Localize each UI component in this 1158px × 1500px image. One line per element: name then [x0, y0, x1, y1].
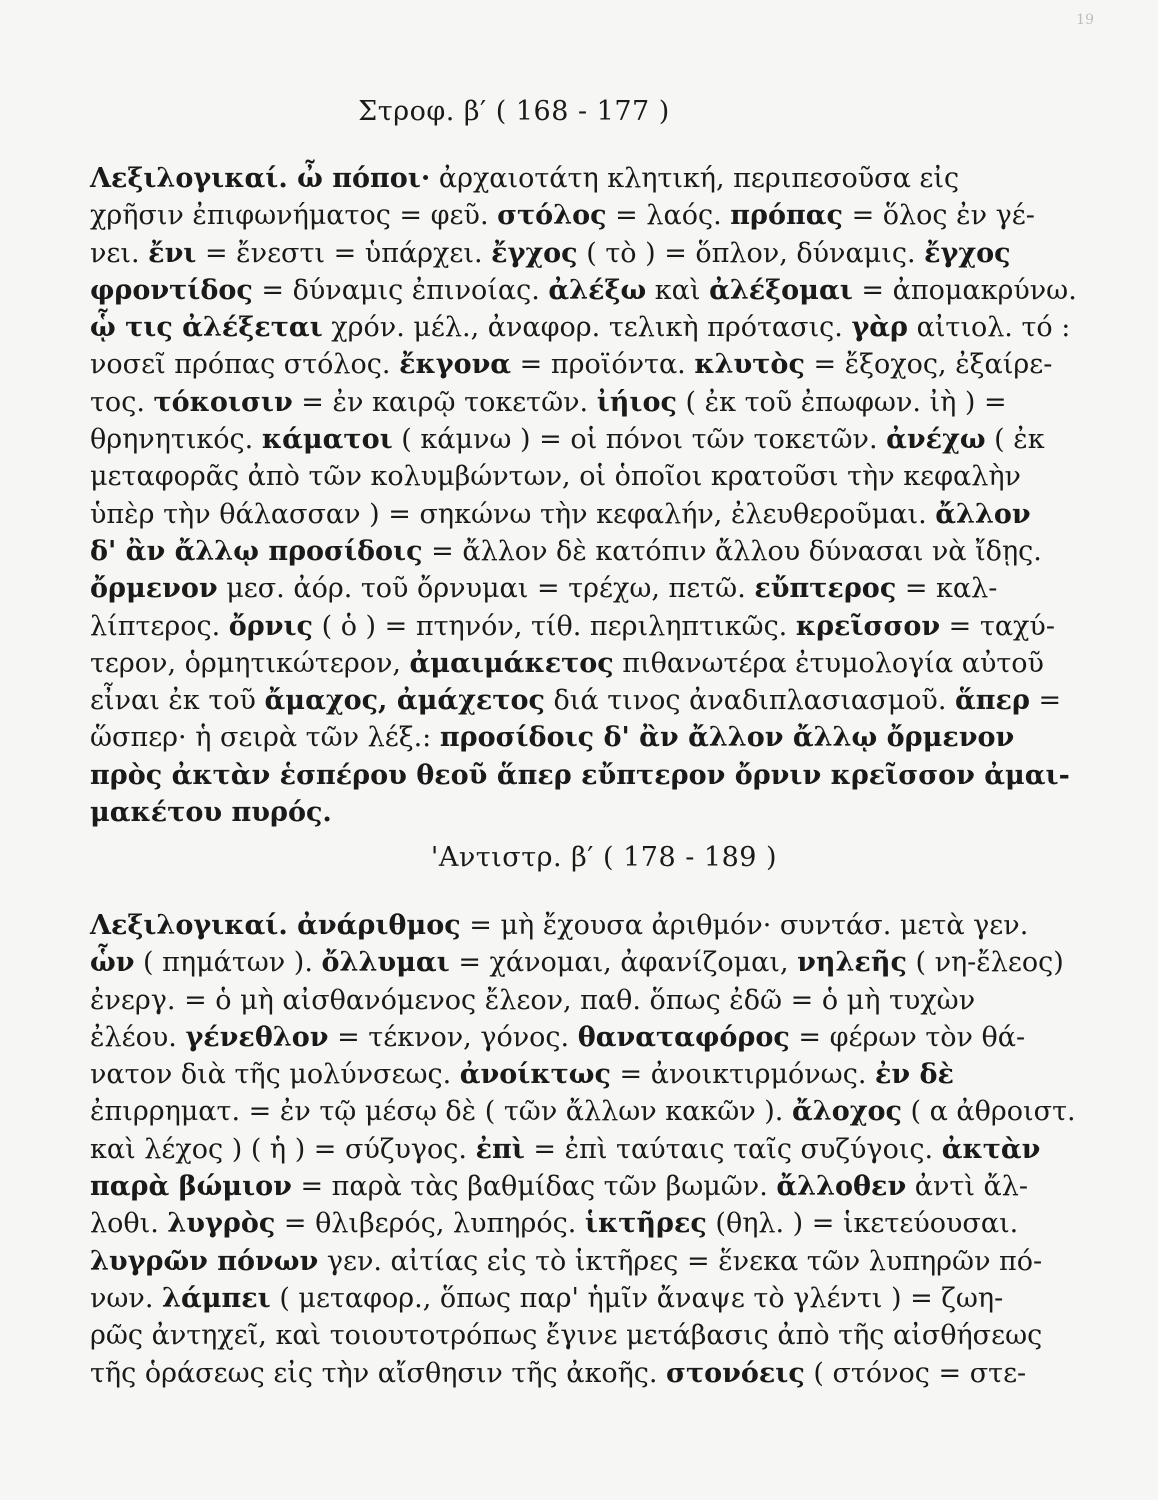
headword: ᾧ τις ἀλέξεται: [90, 312, 323, 344]
definition-text: μεσ. ἀόρ. τοῦ ὄρνυμαι = τρέχω, πετῶ.: [217, 573, 755, 605]
headword: νηλεῆς: [797, 947, 907, 979]
definition-text: τος.: [90, 386, 154, 418]
headword: πρὸς ἀκτὰν ἑσπέρου θεοῦ ἅπερ εὔπτερον ὄρνιν κρεῖσσον ἀμαι-: [90, 759, 1070, 791]
page-corner-mark: 19: [1076, 12, 1094, 28]
definition-text: πιθανωτέρα ἐτυμολογία αὐτοῦ: [613, 647, 1044, 679]
definition-text: = φέρων τὸν θά-: [789, 1021, 1026, 1053]
headword: ἅπερ: [954, 685, 1030, 717]
headword: παρὰ βώμιον: [90, 1171, 292, 1203]
definition-text: διά τινος ἀναδιπλασιασμοῦ.: [544, 685, 955, 717]
text-line: [90, 944, 1064, 981]
headword: λυγρὸς: [167, 1208, 276, 1240]
text-line: [90, 533, 1042, 570]
headword: Λεξιλογικαί. ἀνάριθμος: [90, 910, 461, 941]
section-heading-antistrophe: 'Αντιστρ. β′ ( 178 - 189 ): [430, 842, 778, 873]
definition-text: μεταφορᾶς ἀπὸ τῶν κολυμβώντων, οἱ ὁποῖοι κρατοῦσι τὴν κεφαλὴν: [90, 461, 1021, 493]
text-line: [90, 682, 1062, 719]
definition-text: ὥσπερ· ἡ σειρὰ τῶν λέξ.:: [90, 722, 440, 754]
definition-text: (θηλ. ) = ἱκετεύουσαι.: [706, 1208, 1019, 1240]
headword: εὔπτερος: [754, 573, 897, 605]
definition-text: καὶ λέχος ) ( ἡ ) = σύζυγος.: [90, 1133, 476, 1165]
text-line: [90, 1355, 1027, 1392]
text-line: [90, 608, 1055, 645]
definition-text: νοσεῖ πρόπας στόλος.: [90, 349, 400, 381]
definition-text: τῆς ὁράσεως εἰς τὴν αἴσθησιν τῆς ἀκοῆς.: [90, 1357, 667, 1389]
text-line: [90, 496, 1031, 533]
headword: τόκοισιν: [153, 386, 293, 418]
headword: ἀλέξομαι: [709, 274, 853, 306]
text-line: [90, 421, 1045, 458]
headword: ἄλοχος: [791, 1096, 902, 1128]
text-line: [90, 1280, 1004, 1317]
definition-text: νατον διὰ τῆς μολύνσεως.: [90, 1059, 460, 1091]
definition-text: = ἐν καιρῷ τοκετῶν.: [292, 386, 597, 418]
headword: προσίδοις δ' ἂν ἄλλον ἄλλῳ ὄρμενον: [439, 722, 1015, 754]
text-line: [90, 719, 1015, 756]
headword: κρεῖσσον: [795, 610, 941, 642]
headword: ἀνέχω: [886, 424, 986, 456]
definition-text: χρόν. μέλ., ἀναφορ. τελικὴ πρότασις.: [322, 312, 852, 344]
headword: ἔκγονα: [399, 349, 512, 381]
text-line: [90, 757, 1070, 794]
definition-text: ( ἐκ: [985, 424, 1045, 456]
definition-text: = καλ-: [896, 573, 998, 605]
definition-text: ( ὁ ) = πτηνόν, τίθ. περιληπτικῶς.: [313, 610, 796, 642]
definition-text: = δύναμις ἐπινοίας.: [252, 274, 549, 306]
headword: στονόεις: [666, 1357, 805, 1389]
glossary-paragraph-strophe: [90, 160, 1077, 831]
text-line: [90, 1131, 1041, 1168]
text-line: [90, 197, 1035, 234]
definition-text: ( κάμνω ) = οἱ πόνοι τῶν τοκετῶν.: [392, 424, 887, 456]
text-line: [90, 272, 1077, 309]
text-line: [90, 309, 1071, 346]
definition-text: ἀρχαιοτάτη κλητική, περιπεσοῦσα εἰς: [430, 163, 960, 194]
headword: ἔγχος: [491, 237, 578, 269]
definition-text: αἰτιολ. τό :: [908, 312, 1071, 344]
headword: ὄλλυμαι: [321, 947, 450, 979]
headword: ἄλλοθεν: [776, 1171, 907, 1203]
headword: ἰήιος: [596, 386, 677, 418]
text-line: [90, 1019, 1026, 1056]
text-line: [90, 346, 1053, 383]
text-line: [90, 794, 970, 831]
definition-text: ( τὸ ) = ὅπλον, δύναμις.: [577, 237, 925, 269]
text-line: [90, 1205, 1019, 1242]
definition-text: = ἐπὶ ταύταις ταῖς συζύγοις.: [524, 1133, 942, 1165]
definition-text: =: [1029, 685, 1062, 717]
definition-text: ρῶς ἀντηχεῖ, καὶ τοιουτοτρόπως ἔγινε μετάβασις ἀπὸ τῆς αἰσθήσεως: [90, 1320, 1043, 1352]
headword: ὧν: [90, 947, 135, 979]
definition-text: λοθι.: [90, 1208, 168, 1240]
headword: γὰρ: [851, 312, 909, 344]
definition-text: = λαός.: [606, 200, 731, 232]
text-line: [90, 458, 1021, 495]
headword: ἄλλον: [935, 498, 1031, 530]
headword: ἀμαιμάκετος: [409, 647, 614, 679]
text-line: [90, 1056, 970, 1093]
headword: κάματοι: [261, 424, 393, 456]
definition-text: γεν. αἰτίας εἰς τὸ ἱκτῆρες = ἕνεκα τῶν λυπηρῶν πό-: [318, 1245, 1043, 1277]
headword: στόλος: [497, 200, 607, 232]
text-line: [90, 907, 1029, 944]
definition-text: = μὴ ἔχουσα ἀριθμόν· συντάσ. μετὰ γεν.: [460, 910, 1029, 941]
headword: δ' ἂν ἄλλῳ προσίδοις: [90, 535, 423, 567]
definition-text: ( μεταφορ., ὅπως παρ' ἡμῖν ἄναψε τὸ γλέντι ) = ζωη-: [270, 1282, 1004, 1314]
headword: γένεθλον: [185, 1021, 329, 1053]
definition-text: = ἔξοχος, ἐξαίρε-: [804, 349, 1053, 381]
definition-text: ( πημάτων ).: [134, 947, 322, 979]
definition-text: ἐλέου.: [90, 1021, 186, 1053]
headword: ἀκτὰν: [941, 1133, 1041, 1165]
definition-text: = θλιβερός, λυπηρός.: [275, 1208, 585, 1240]
headword: ἐπὶ: [475, 1133, 525, 1165]
definition-text: = παρὰ τὰς βαθμίδας τῶν βωμῶν.: [291, 1171, 777, 1203]
text-line: [90, 1317, 1043, 1354]
headword: λυγρῶν πόνων: [90, 1245, 319, 1277]
headword: λάμπει: [162, 1282, 271, 1314]
text-line: [90, 1168, 1028, 1205]
definition-text: νων.: [90, 1282, 163, 1314]
definition-text: εἶναι ἐκ τοῦ: [90, 685, 265, 717]
definition-text: = ἀνοικτιρμόνως.: [610, 1059, 875, 1091]
definition-text: ( α ἀθροιστ.: [901, 1096, 1076, 1128]
headword: ἀνοίκτως: [459, 1059, 611, 1091]
definition-text: = ταχύ-: [940, 610, 1055, 642]
definition-text: = ἔνεστι = ὑπάρχει.: [196, 237, 492, 269]
headword: μακέτου πυρός.: [90, 797, 332, 829]
definition-text: = ἀπομακρύνω.: [852, 274, 1077, 306]
headword: ἐν δὲ: [875, 1059, 954, 1091]
headword: ἄμαχος, ἀμάχετος: [264, 685, 545, 717]
definition-text: νει.: [90, 237, 149, 269]
text-line: [90, 235, 1011, 272]
text-line: [90, 384, 1007, 421]
definition-text: ( νη-ἔλεος): [906, 947, 1064, 979]
headword: φροντίδος: [90, 274, 253, 306]
definition-text: θρηνητικός.: [90, 424, 262, 456]
definition-text: = χάνομαι, ἀφανίζομαι,: [449, 947, 798, 979]
headword: θαναταφόρος: [577, 1021, 790, 1053]
definition-text: ἀντὶ ἄλ-: [906, 1171, 1028, 1203]
section-heading-strophe: Στροφ. β′ ( 168 - 177 ): [358, 96, 670, 127]
definition-text: ἐνεργ. = ὁ μὴ αἰσθανόμενος ἔλεον, παθ. ὅπως ἐδῶ = ὁ μὴ τυχὼν: [90, 984, 976, 1016]
definition-text: ( ἐκ τοῦ ἐπωφων. ἰὴ ) =: [676, 386, 1007, 418]
definition-text: = ὅλος ἐν γέ-: [842, 200, 1035, 232]
glossary-paragraph-antistrophe: [90, 907, 1076, 1392]
headword: ὄρνις: [228, 610, 314, 642]
text-line: [90, 570, 998, 607]
text-line: [90, 1093, 1076, 1130]
definition-text: ἐπιρρηματ. = ἐν τῷ μέσῳ δὲ ( τῶν ἄλλων κακῶν ).: [90, 1096, 792, 1128]
text-line: [90, 645, 1044, 682]
text-line: [90, 982, 976, 1019]
definition-text: ὑπὲρ τὴν θάλασσαν ) = σηκώνω τὴν κεφαλήν, ἐλευθεροῦμαι.: [90, 498, 936, 530]
definition-text: = τέκνον, γόνος.: [328, 1021, 578, 1053]
definition-text: = προϊόντα.: [511, 349, 695, 381]
headword: ἱκτῆρες: [584, 1208, 707, 1240]
text-line: [90, 160, 970, 197]
headword: ὄρμενον: [90, 573, 218, 605]
headword: ἀλέξω: [548, 274, 647, 306]
headword: ἔνι: [148, 237, 197, 269]
definition-text: τερον, ὁρμητικώτερον,: [90, 647, 410, 679]
headword: πρόπας: [730, 200, 843, 232]
headword: κλυτὸς: [694, 349, 805, 381]
headword: ἔγχος: [924, 237, 1011, 269]
definition-text: λίπτερος.: [90, 610, 229, 642]
definition-text: χρῆσιν ἐπιφωνήματος = φεῦ.: [90, 200, 498, 232]
text-line: [90, 1243, 1043, 1280]
definition-text: = ἄλλον δὲ κατόπιν ἄλλου δύνασαι νὰ ἴδῃς.: [422, 535, 1042, 567]
headword: Λεξιλογικαί. ὦ πόποι·: [90, 163, 431, 194]
definition-text: καὶ: [646, 274, 710, 306]
definition-text: ( στόνος = στε-: [804, 1357, 1027, 1389]
